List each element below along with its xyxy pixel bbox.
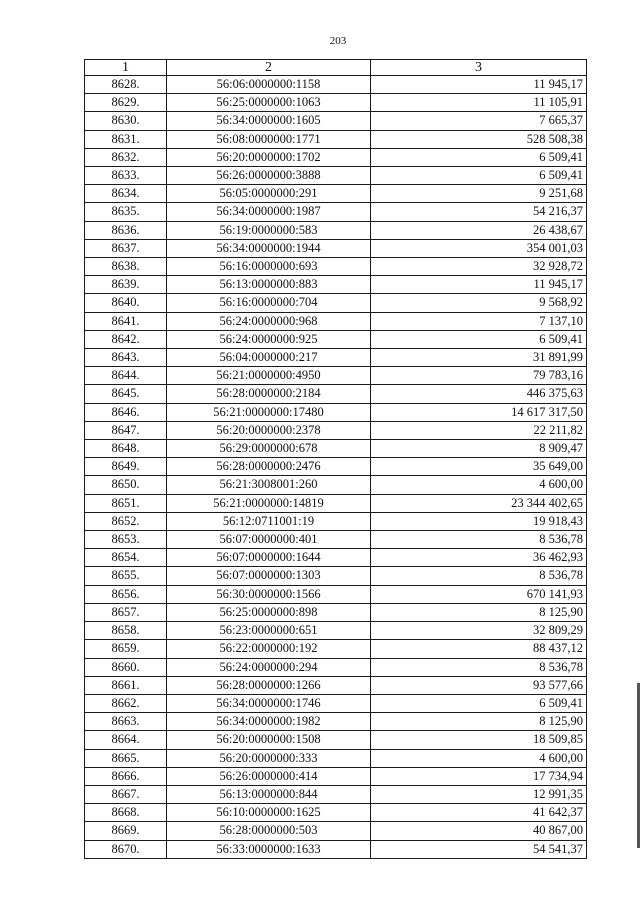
cadastral-number-cell: 56:25:0000000:898 [167,603,371,621]
row-number-cell: 8666. [85,767,167,785]
value-cell: 9 251,68 [371,185,587,203]
row-number-cell: 8662. [85,694,167,712]
value-cell: 6 509,41 [371,694,587,712]
table-row [85,185,587,203]
row-number-cell: 8644. [85,367,167,385]
cadastral-number-cell: 56:28:0000000:2184 [167,385,371,403]
table-row [85,640,587,658]
cadastral-number-cell: 56:07:0000000:1303 [167,567,371,585]
table-row [85,603,587,621]
row-number-cell: 8653. [85,531,167,549]
cadastral-number-cell: 56:28:0000000:2476 [167,458,371,476]
row-number-cell: 8629. [85,94,167,112]
column-header-2: 2 [167,60,371,76]
column-header-3: 3 [371,60,587,76]
cadastral-number-cell: 56:20:0000000:1702 [167,148,371,166]
value-cell: 4 600,00 [371,749,587,767]
value-cell: 4 600,00 [371,476,587,494]
table-row [85,767,587,785]
row-number-cell: 8652. [85,512,167,530]
value-cell: 79 783,16 [371,367,587,385]
row-number-cell: 8639. [85,276,167,294]
table-row [85,458,587,476]
cadastral-number-cell: 56:26:0000000:3888 [167,167,371,185]
cadastral-number-cell: 56:24:0000000:925 [167,330,371,348]
row-number-cell: 8658. [85,622,167,640]
cadastral-number-cell: 56:21:0000000:17480 [167,403,371,421]
row-number-cell: 8669. [85,822,167,840]
row-number-cell: 8655. [85,567,167,585]
row-number-cell: 8649. [85,458,167,476]
row-number-cell: 8634. [85,185,167,203]
cadastral-number-cell: 56:22:0000000:192 [167,640,371,658]
cadastral-number-cell: 56:30:0000000:1566 [167,585,371,603]
value-cell: 36 462,93 [371,549,587,567]
cadastral-number-cell: 56:12:0711001:19 [167,512,371,530]
value-cell: 528 508,38 [371,130,587,148]
cadastral-number-cell: 56:05:0000000:291 [167,185,371,203]
table-header [85,60,587,76]
row-number-cell: 8656. [85,585,167,603]
table-row [85,421,587,439]
table-row [85,749,587,767]
value-cell: 8 125,90 [371,713,587,731]
row-number-cell: 8637. [85,239,167,257]
value-cell: 12 991,35 [371,785,587,803]
value-cell: 31 891,99 [371,349,587,367]
table-row [85,694,587,712]
cadastral-number-cell: 56:24:0000000:294 [167,658,371,676]
table-row [85,167,587,185]
table-row [85,531,587,549]
value-cell: 8 125,90 [371,603,587,621]
table-row [85,804,587,822]
value-cell: 8 536,78 [371,567,587,585]
cadastral-number-cell: 56:34:0000000:1746 [167,694,371,712]
table-row [85,276,587,294]
table-row [85,112,587,130]
row-number-cell: 8636. [85,221,167,239]
table-row [85,312,587,330]
header-row [85,60,587,76]
table-row [85,476,587,494]
row-number-cell: 8659. [85,640,167,658]
cadastral-table [84,59,587,859]
table-row [85,512,587,530]
value-cell: 93 577,66 [371,676,587,694]
row-number-cell: 8642. [85,330,167,348]
row-number-cell: 8668. [85,804,167,822]
value-cell: 6 509,41 [371,330,587,348]
value-cell: 88 437,12 [371,640,587,658]
row-number-cell: 8635. [85,203,167,221]
value-cell: 8 536,78 [371,531,587,549]
table-row [85,76,587,94]
cadastral-number-cell: 56:13:0000000:844 [167,785,371,803]
table-row [85,713,587,731]
value-cell: 17 734,94 [371,767,587,785]
cadastral-number-cell: 56:16:0000000:704 [167,294,371,312]
table-row [85,658,587,676]
value-cell: 7 137,10 [371,312,587,330]
cadastral-number-cell: 56:07:0000000:1644 [167,549,371,567]
value-cell: 11 105,91 [371,94,587,112]
column-header-1: 1 [85,60,167,76]
row-number-cell: 8647. [85,421,167,439]
value-cell: 11 945,17 [371,276,587,294]
value-cell: 35 649,00 [371,458,587,476]
cadastral-number-cell: 56:23:0000000:651 [167,622,371,640]
table-row [85,385,587,403]
cadastral-number-cell: 56:29:0000000:678 [167,440,371,458]
cadastral-number-cell: 56:16:0000000:693 [167,258,371,276]
table-row [85,148,587,166]
table-row [85,130,587,148]
cadastral-number-cell: 56:20:0000000:2378 [167,421,371,439]
cadastral-number-cell: 56:20:0000000:1508 [167,731,371,749]
value-cell: 670 141,93 [371,585,587,603]
value-cell: 8 909,47 [371,440,587,458]
cadastral-number-cell: 56:34:0000000:1605 [167,112,371,130]
row-number-cell: 8657. [85,603,167,621]
table-row [85,822,587,840]
value-cell: 19 918,43 [371,512,587,530]
row-number-cell: 8651. [85,494,167,512]
value-cell: 40 867,00 [371,822,587,840]
table-row [85,330,587,348]
row-number-cell: 8633. [85,167,167,185]
value-cell: 6 509,41 [371,148,587,166]
value-cell: 23 344 402,65 [371,494,587,512]
table-row [85,567,587,585]
table-row [85,349,587,367]
cadastral-number-cell: 56:20:0000000:333 [167,749,371,767]
row-number-cell: 8660. [85,658,167,676]
cadastral-number-cell: 56:06:0000000:1158 [167,76,371,94]
row-number-cell: 8670. [85,840,167,858]
cadastral-number-cell: 56:04:0000000:217 [167,349,371,367]
page-number: 203 [329,35,347,47]
table-row [85,731,587,749]
row-number-cell: 8640. [85,294,167,312]
cadastral-number-cell: 56:34:0000000:1944 [167,239,371,257]
row-number-cell: 8667. [85,785,167,803]
table-row [85,294,587,312]
cadastral-number-cell: 56:33:0000000:1633 [167,840,371,858]
row-number-cell: 8643. [85,349,167,367]
value-cell: 6 509,41 [371,167,587,185]
value-cell: 32 809,29 [371,622,587,640]
row-number-cell: 8665. [85,749,167,767]
value-cell: 14 617 317,50 [371,403,587,421]
value-cell: 26 438,67 [371,221,587,239]
row-number-cell: 8631. [85,130,167,148]
value-cell: 9 568,92 [371,294,587,312]
row-number-cell: 8641. [85,312,167,330]
row-number-cell: 8648. [85,440,167,458]
cadastral-number-cell: 56:19:0000000:583 [167,221,371,239]
table-body [85,76,587,859]
table-row [85,676,587,694]
cadastral-number-cell: 56:28:0000000:1266 [167,676,371,694]
row-number-cell: 8632. [85,148,167,166]
value-cell: 18 509,85 [371,731,587,749]
value-cell: 54 541,37 [371,840,587,858]
table-row [85,440,587,458]
table-row [85,221,587,239]
value-cell: 8 536,78 [371,658,587,676]
table-row [85,239,587,257]
value-cell: 22 211,82 [371,421,587,439]
cadastral-number-cell: 56:21:0000000:4950 [167,367,371,385]
row-number-cell: 8654. [85,549,167,567]
cadastral-number-cell: 56:28:0000000:503 [167,822,371,840]
row-number-cell: 8630. [85,112,167,130]
cadastral-number-cell: 56:21:3008001:260 [167,476,371,494]
value-cell: 11 945,17 [371,76,587,94]
row-number-cell: 8638. [85,258,167,276]
table-row [85,840,587,858]
table-row [85,367,587,385]
value-cell: 54 216,37 [371,203,587,221]
table-row [85,622,587,640]
cadastral-number-cell: 56:07:0000000:401 [167,531,371,549]
table-row [85,94,587,112]
cadastral-number-cell: 56:25:0000000:1063 [167,94,371,112]
table-row [85,585,587,603]
cadastral-number-cell: 56:13:0000000:883 [167,276,371,294]
table-row [85,258,587,276]
table-row [85,203,587,221]
table-row [85,549,587,567]
cadastral-number-cell: 56:34:0000000:1982 [167,713,371,731]
cadastral-number-cell: 56:26:0000000:414 [167,767,371,785]
cadastral-number-cell: 56:10:0000000:1625 [167,804,371,822]
value-cell: 7 665,37 [371,112,587,130]
row-number-cell: 8645. [85,385,167,403]
row-number-cell: 8628. [85,76,167,94]
row-number-cell: 8663. [85,713,167,731]
cadastral-number-cell: 56:24:0000000:968 [167,312,371,330]
cadastral-number-cell: 56:21:0000000:14819 [167,494,371,512]
row-number-cell: 8664. [85,731,167,749]
cadastral-number-cell: 56:08:0000000:1771 [167,130,371,148]
row-number-cell: 8646. [85,403,167,421]
row-number-cell: 8661. [85,676,167,694]
table-row [85,403,587,421]
value-cell: 41 642,37 [371,804,587,822]
value-cell: 32 928,72 [371,258,587,276]
row-number-cell: 8650. [85,476,167,494]
cadastral-number-cell: 56:34:0000000:1987 [167,203,371,221]
table-row [85,494,587,512]
table-row [85,785,587,803]
value-cell: 354 001,03 [371,239,587,257]
value-cell: 446 375,63 [371,385,587,403]
